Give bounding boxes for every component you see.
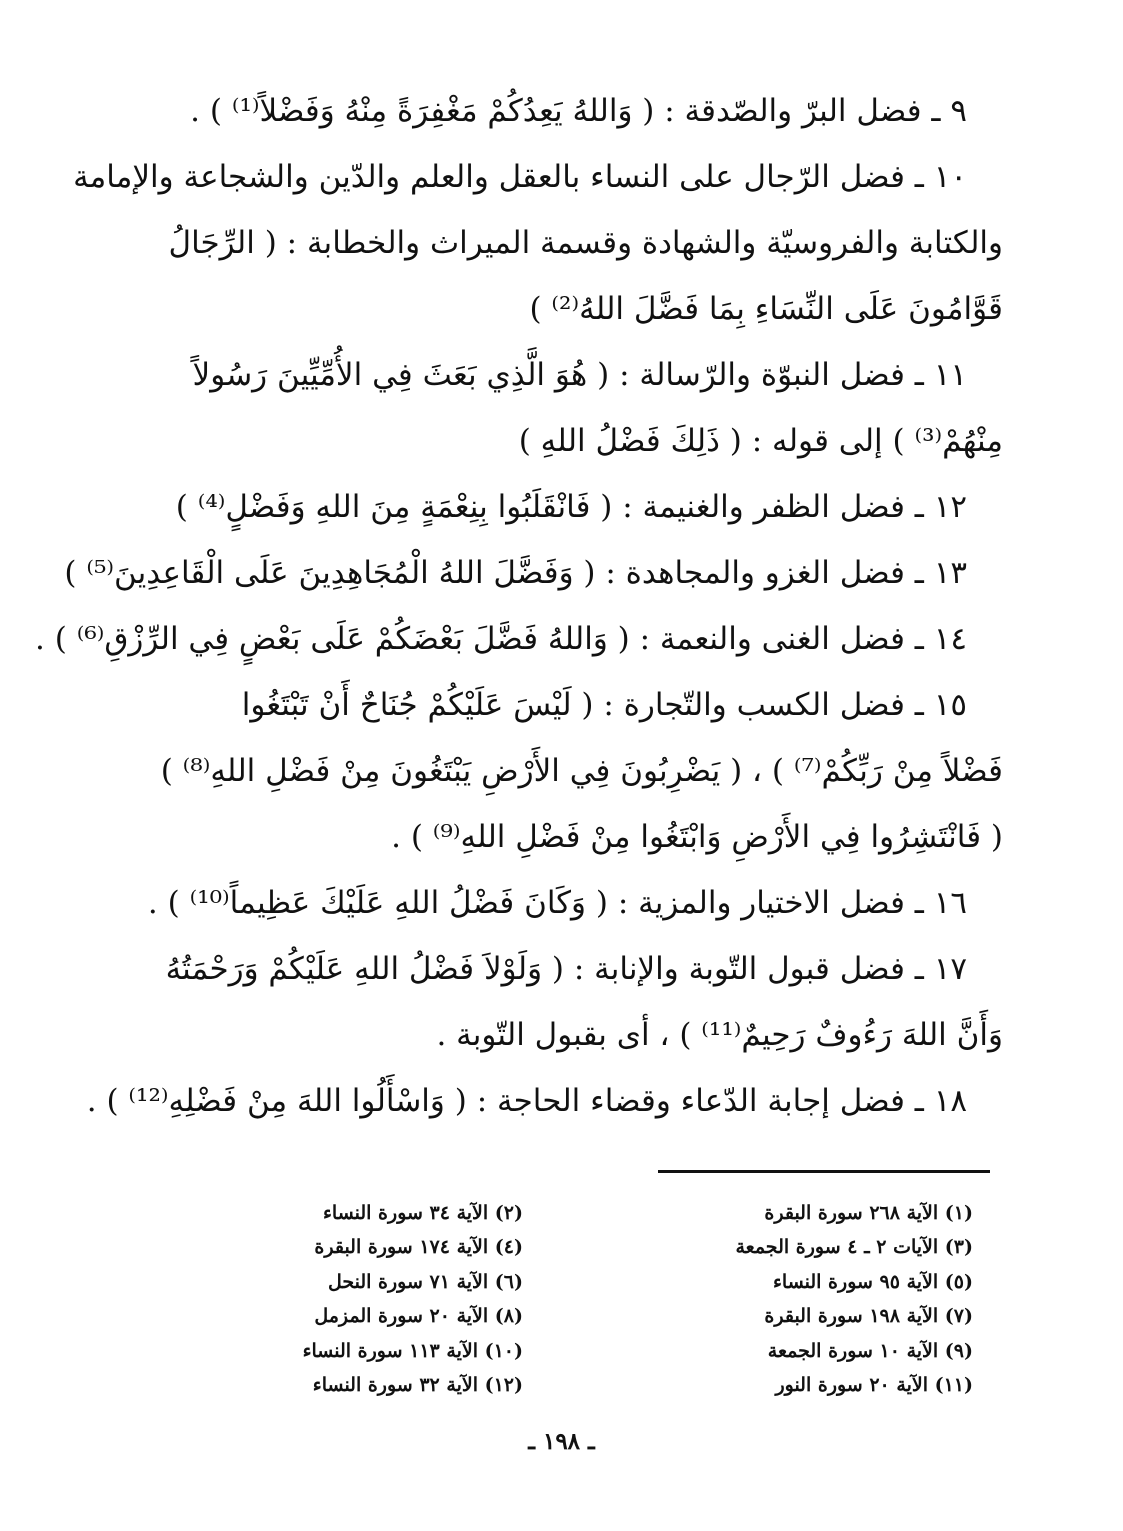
footnote-item: (٥) الآية ٩٥ سورة النساء (772, 1270, 973, 1293)
text-line: ١٤ ـ فضل الغنى والنعمة : ( وَاللهُ فَضَّلَ بَعْضَكُمْ عَلَى بَعْضٍ فِي الرِّزْقِ⁽⁶⁾ ) . (35, 621, 967, 657)
footnote-item: (٨) الآية ٢٠ سورة المزمل (314, 1305, 523, 1328)
text-line: ١٣ ـ فضل الغزو والمجاهدة : ( وَفَضَّلَ اللهُ الْمُجَاهِدِينَ عَلَى الْقَاعِدِينَ⁽⁵⁾ ) (64, 555, 967, 591)
paragraph-10 (73, 144, 1003, 342)
text-line: ١١ ـ فضل النبوّة والرّسالة : ( هُوَ الَّذِي بَعَثَ فِي الأُمِّيِّينَ رَسُولاً (192, 357, 967, 393)
paragraph-18 (86, 1068, 1003, 1134)
footnote-item: (١١) الآية ٢٠ سورة النور (775, 1374, 973, 1397)
paragraph-13 (64, 540, 1003, 606)
footnotes-left-column (233, 1196, 523, 1402)
footnote-item: (٢) الآية ٣٤ سورة النساء (322, 1202, 523, 1224)
text-line: ١٧ ـ فضل قبول التّوبة والإنابة : ( وَلَوْلاَ فَضْلُ اللهِ عَلَيْكُمْ وَرَحْمَتُهُ (165, 951, 967, 987)
footnote-item: (٦) الآية ٧١ سورة النحل (327, 1270, 523, 1293)
footnote-item: (١) الآية ٢٦٨ سورة البقرة (764, 1202, 973, 1224)
footnote-item: (٧) الآية ١٩٨ سورة البقرة (764, 1305, 973, 1328)
main-text-body (35, 78, 1003, 1134)
text-line: ٩ ـ فضل البرّ والصّدقة : ( وَاللهُ يَعِدُكُمْ مَغْفِرَةً مِنْهُ وَفَضْلاً⁽¹⁾ ) . (190, 93, 967, 129)
paragraph-12 (125, 474, 1003, 540)
paragraph-17 (125, 936, 1003, 1068)
footnote-item: (١٠) الآية ١١٣ سورة النساء (302, 1339, 523, 1362)
text-line: وَأَنَّ اللهَ رَءُوفٌ رَحِيمٌ⁽¹¹⁾ ) ، أى بقبول التّوبة . (436, 1017, 1003, 1053)
footnote-item: (٣) الآيات ٢ ـ ٤ سورة الجمعة (735, 1236, 973, 1259)
text-line: مِنْهُمْ⁽³⁾ ) إلى قوله : ( ذَلِكَ فَضْلُ اللهِ ) (518, 423, 1003, 459)
footnote-item: (٩) الآية ١٠ سورة الجمعة (767, 1339, 973, 1362)
footnote-item: (٤) الآية ١٧٤ سورة البقرة (314, 1236, 523, 1259)
text-line: قَوَّامُونَ عَلَى النِّسَاءِ بِمَا فَضَّلَ اللهُ⁽²⁾ ) (529, 291, 1003, 327)
text-line: ١٢ ـ فضل الظفر والغنيمة : ( فَانْقَلَبُوا بِنِعْمَةٍ مِنَ اللهِ وَفَضْلٍ⁽⁴⁾ ) (175, 489, 967, 525)
text-line: ( فَانْتَشِرُوا فِي الأَرْضِ وَابْتَغُوا مِنْ فَضْلِ اللهِ⁽⁹⁾ ) . (391, 819, 1003, 855)
page-number: ـ ١٩٨ ـ (528, 1428, 595, 1455)
text-line: ١٥ ـ فضل الكسب والتّجارة : ( لَيْسَ عَلَيْكُمْ جُنَاحٌ أَنْ تَبْتَغُوا (241, 687, 967, 723)
paragraph-15 (125, 672, 1003, 870)
paragraph-9 (125, 78, 1003, 144)
text-line: ١٨ ـ فضل إجابة الدّعاء وقضاء الحاجة : ( وَاسْأَلُوا اللهَ مِنْ فَضْلِهِ⁽¹²⁾ ) . (86, 1083, 967, 1119)
paragraph-11 (125, 342, 1003, 474)
footnotes-right-column (683, 1196, 973, 1402)
text-line: ١٦ ـ فضل الاختيار والمزية : ( وَكَانَ فَضْلُ اللهِ عَلَيْكَ عَظِيماً⁽¹⁰⁾ ) . (147, 885, 967, 921)
text-line: ١٠ ـ فضل الرّجال على النساء بالعقل والعلم والدّين والشجاعة والإمامة (73, 159, 967, 195)
paragraph-14 (35, 606, 1003, 672)
footnote-separator (658, 1170, 990, 1173)
paragraph-16 (125, 870, 1003, 936)
footnote-item: (١٢) الآية ٣٢ سورة النساء (312, 1374, 523, 1397)
text-line: والكتابة والفروسيّة والشهادة وقسمة الميراث والخطابة : ( الرِّجَالُ (168, 225, 1003, 261)
text-line: فَضْلاً مِنْ رَبِّكُمْ⁽⁷⁾ ) ، ( يَضْرِبُونَ فِي الأَرْضِ يَبْتَغُونَ مِنْ فَضْلِ اللهِ⁽⁸⁾ ) (160, 753, 1003, 789)
